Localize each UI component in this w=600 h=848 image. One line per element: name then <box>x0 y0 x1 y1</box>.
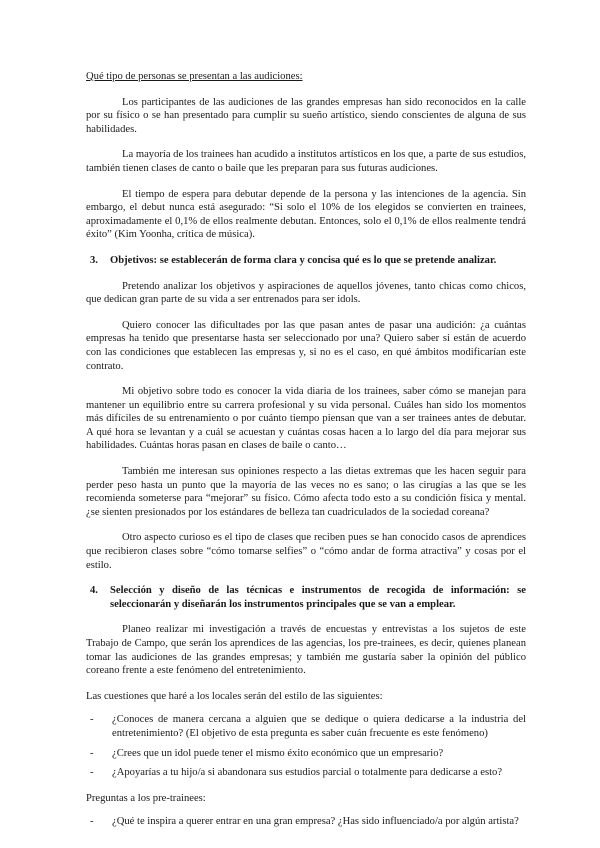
question-list-locales <box>86 713 526 779</box>
paragraph: La mayoría de los trainees han acudido a institutos artísticos en los que, a parte de sus estudios, también tienen clases de canto o baile que les preparan para sus futuras audiciones. <box>86 149 526 174</box>
bullet-dash: - <box>90 747 94 759</box>
list-item-text: ¿Apoyarías a tu hijo/a si abandonara sus estudios parcial o totalmente para dedicarse a esto? <box>112 767 503 779</box>
bullet-dash: - <box>90 714 94 726</box>
section-number: 4. <box>90 585 98 597</box>
list-item-text: ¿Conoces de manera cercana a alguien que se dedique o quiera dedicarse a la industria del entretenimiento? (El objetivo de esta pregunta es saber cuán frecuente es este fenómeno) <box>112 714 526 739</box>
bullet-dash: - <box>90 816 94 828</box>
list-item-text: ¿Crees que un idol puede tener el mismo éxito económico que un empresario? <box>112 747 444 759</box>
list-intro-locales: Las cuestiones que haré a los locales serán del estilo de las siguientes: <box>86 690 383 702</box>
paragraph: Mi objetivo sobre todo es conocer la vida diaria de los trainees, saber cómo se manejan para mantener un equilibrio entre su carrera profesional y su vida personal. Cuáles han sido los momentos más difíciles de su entrenamiento o por cuánto tiempo piensan que van a ser trainees antes de debutar. A qué hora se levantan y a cuál se acuestan y cuántas cosas hacen a lo largo del día para mejorar sus habilidades. Cuántas horas pasan en clases de baile o canto… <box>86 386 526 452</box>
paragraph: Planeo realizar mi investigación a través de encuestas y entrevistas a los sujetos de este Trabajo de Campo, que serán los aprendices de las agencias, los pre-trainees, es decir, quienes planean tomar las audiciones de las grandes empresas; y también me gustaría saber la opinión del público coreano frente a este fenómeno del entretenimiento. <box>86 624 526 677</box>
section-number: 3. <box>90 254 98 266</box>
paragraph: Quiero conocer las dificultades por las que pasan antes de pasar una audición: ¿a cuántas empresas ha tenido que presentarse hasta ser seleccionado por una? Quiero saber si están de acuerdo con las condiciones que establecen las empresas y, si no es el caso, en qué ámbitos modificarían este contrato. <box>86 319 526 372</box>
list-item-text: ¿Qué te inspira a querer entrar en una gran empresa? ¿Has sido influenciado/a por algún artista? <box>112 816 519 828</box>
section-heading-tecnicas <box>86 584 526 611</box>
paragraph: También me interesan sus opiniones respecto a las dietas extremas que les hacen seguir para perder peso hasta un punto que la mayoría de las veces no es sano; o las cirugías a las que se les recomienda someterse para “mejorar” su físico. Cómo afecta todo esto a su condición física y mental. ¿se sienten presionados por los estándares de belleza tan cuadriculados de la sociedad coreana? <box>86 466 526 518</box>
paragraph: Pretendo analizar los objetivos y aspiraciones de aquellos jóvenes, tanto chicas como chicos, que dedican gran parte de su vida a ser entrenados para ser idols. <box>86 280 526 306</box>
paragraph: Otro aspecto curioso es el tipo de clases que reciben pues se han conocido casos de aprendices que recibieron clases sobre “cómo tomarse selfies” o “cómo andar de forma atractiva” y cosas por el estilo. <box>86 532 526 571</box>
section-heading-audiciones: Qué tipo de personas se presentan a las audiciones: <box>86 71 303 82</box>
paragraph: Los participantes de las audiciones de las grandes empresas han sido reconocidos en la calle por su físico o se han presentado para cumplir su sueño artístico, siendo conscientes de alguna de sus habilidades. <box>86 96 526 135</box>
list-item <box>86 713 526 740</box>
section-title: Objetivos: se establecerán de forma clara y concisa qué es lo que se pretende analizar. <box>110 254 497 266</box>
list-item <box>86 815 526 829</box>
paragraph: El tiempo de espera para debutar depende de la persona y las intenciones de la agencia. Sin embargo, el debut nunca está asegurado: “Si solo el 10% de los elegidos se convierten en trainees, aproximadamente el 0,1% de ellos realmente debutan. Entonces, solo el 0,1% de ellos realmente tendrá éxito” (Kim Yoonha, crítica de música). <box>86 188 526 241</box>
bullet-dash: - <box>90 767 94 779</box>
section-heading-objetivos <box>86 254 526 268</box>
list-intro-pretrainees: Preguntas a los pre-trainees: <box>86 792 206 804</box>
section-title: Selección y diseño de las técnicas e instrumentos de recogida de información: se seleccionarán y diseñarán los instrumentos principales que se van a emplear. <box>110 585 526 610</box>
list-item <box>86 766 526 780</box>
list-item <box>86 747 526 761</box>
question-list-pretrainees <box>86 815 526 829</box>
